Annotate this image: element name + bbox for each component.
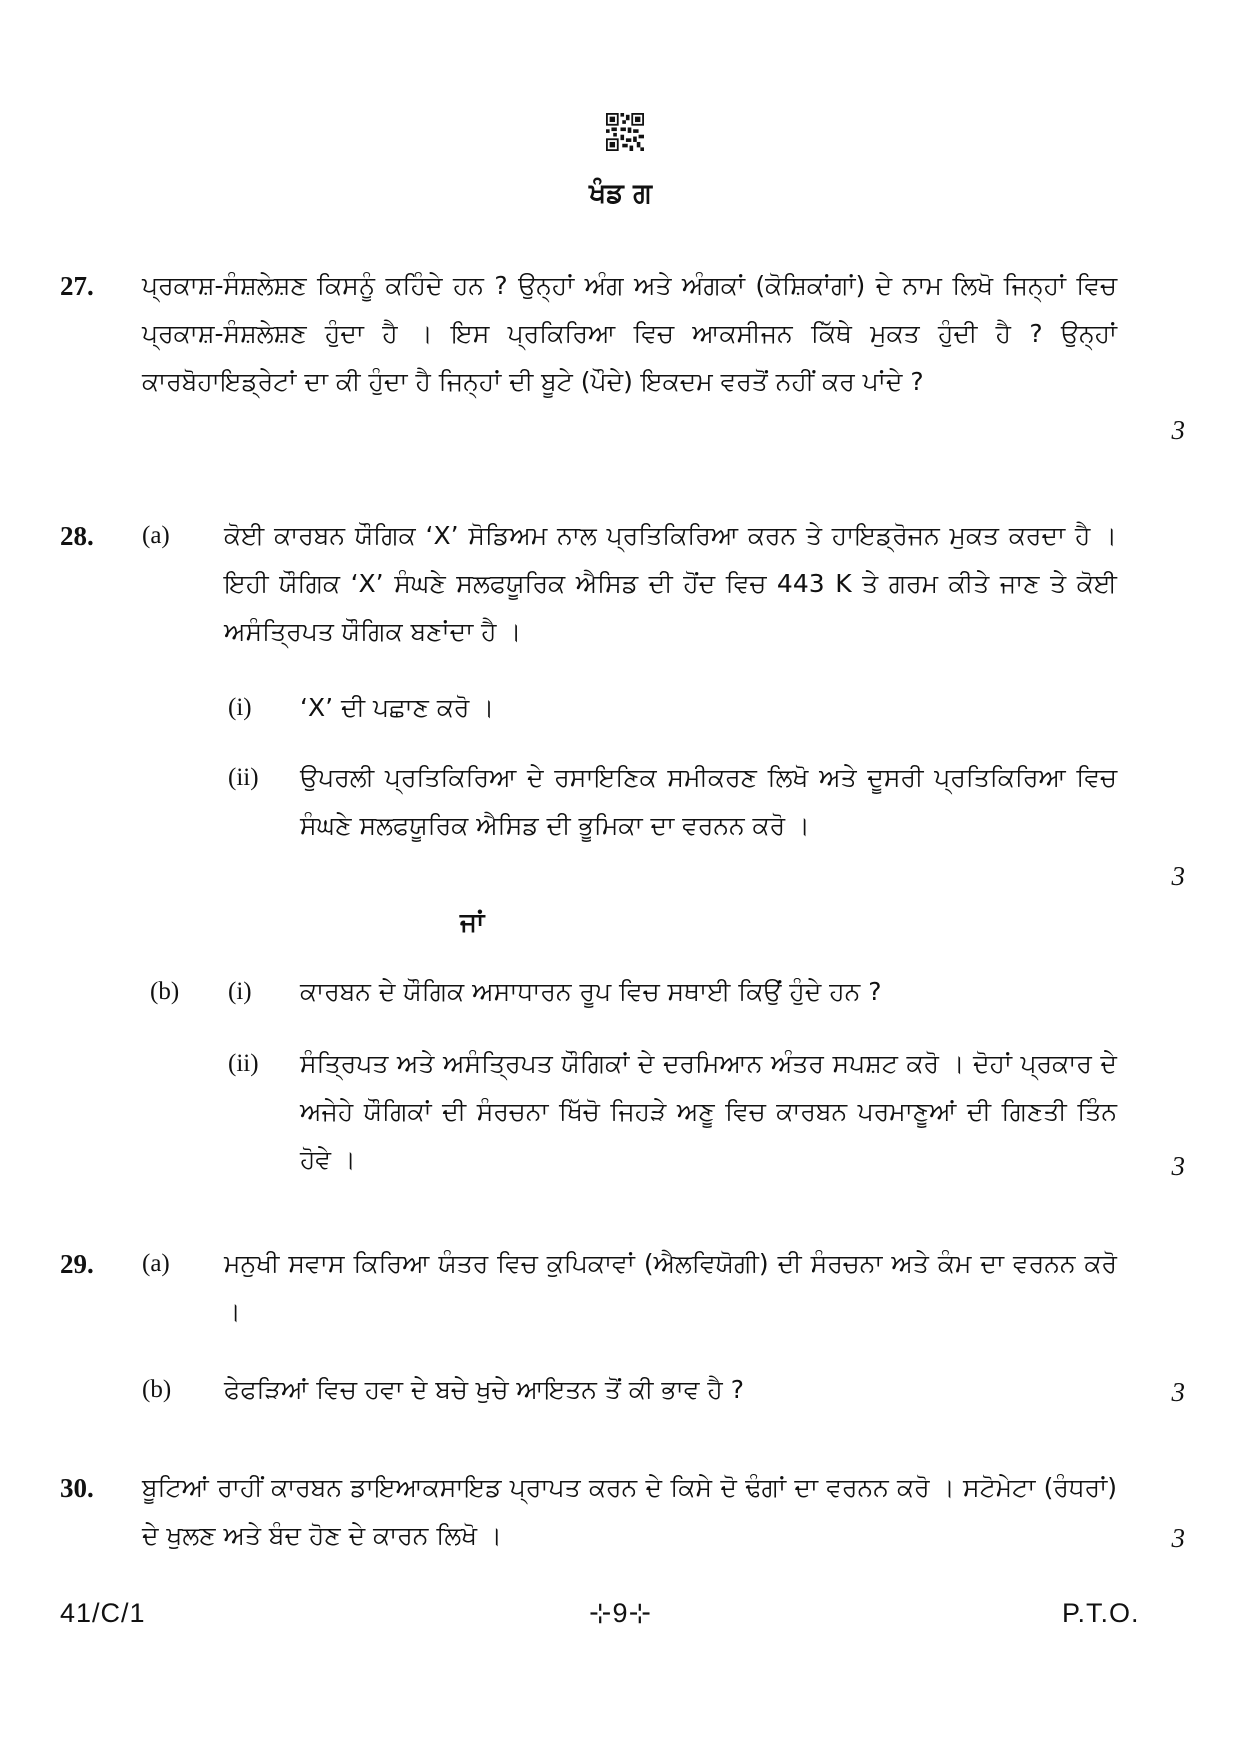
part-label: (a) (142, 1250, 170, 1277)
part-label: (b) (150, 978, 180, 1005)
diamond-right-icon: ⊹ (628, 1598, 653, 1628)
diamond-left-icon: ⊹ (588, 1598, 613, 1628)
subpart-text: ਕਾਰਬਨ ਦੇ ਯੌਗਿਕ ਅਸਾਧਾਰਨ ਰੂਪ ਵਿਚ ਸਥਾਈ ਕਿਉਂ ਹੁੰਦੇ ਹਨ ? (300, 977, 882, 1006)
subpart-label: (ii) (228, 1050, 259, 1077)
marks: 3 (1171, 861, 1185, 891)
subpart-label: (ii) (228, 764, 259, 791)
page-number-text: 9 (612, 1598, 629, 1628)
or-divider: ਜਾਂ (460, 908, 485, 938)
part-text: ਕੋਈ ਕਾਰਬਨ ਯੌਗਿਕ ‘X’ ਸੋਡਿਅਮ ਨਾਲ ਪ੍ਰਤਿਕਿਰਿਆ ਕਰਨ ਤੇ ਹਾਇਡ੍ਰੋਜਨ ਮੁਕਤ ਕਰਦਾ ਹੈ । ਇਹੀ ਯੌਗਿਕ ‘X’ ਸੰਘਣੇ ਸਲਫਯੂਰਿਕ ਐਸਿਡ ਦੀ ਹੋਂਦ ਵਿਚ 443 K ਤੇ ਗਰਮ ਕੀਤੇ ਜਾਣ ਤੇ ਕੋਈ ਅਸੰਤ੍ਰਿਪਤ ਯੌਗਿਕ ਬਣਾਂਦਾ ਹੈ । (224, 521, 1117, 646)
part-label: (b) (142, 1376, 172, 1403)
marks: 3 (1171, 415, 1185, 445)
question-text: ਬੂਟਿਆਂ ਰਾਹੀਂ ਕਾਰਬਨ ਡਾਇਆਕਸਾਇਡ ਪ੍ਰਾਪਤ ਕਰਨ ਦੇ ਕਿਸੇ ਦੋ ਢੰਗਾਂ ਦਾ ਵਰਨਨ ਕਰੋ । ਸਟੋਮੇਟਾ (ਰੰਧਰਾਂ) ਦੇ ਖੁਲਣ ਅਤੇ ਬੰਦ ਹੋਣ ਦੇ ਕਾਰਨ ਲਿਖੋ । (142, 1473, 1117, 1550)
question-number: 27. (60, 271, 94, 301)
section-title: ਖੰਡ ਗ (589, 178, 652, 209)
question-text: ਪ੍ਰਕਾਸ਼-ਸੰਸ਼ਲੇਸ਼ਣ ਕਿਸਨੂੰ ਕਹਿੰਦੇ ਹਨ ? ਉਨ੍ਹਾਂ ਅੰਗ ਅਤੇ ਅੰਗਕਾਂ (ਕੋਸ਼ਿਕਾਂਗਾਂ) ਦੇ ਨਾਮ ਲਿਖੋ ਜਿਨ੍ਹਾਂ ਵਿਚ ਪ੍ਰਕਾਸ਼-ਸੰਸ਼ਲੇਸ਼ਣ ਹੁੰਦਾ ਹੈ । ਇਸ ਪ੍ਰਕਿਰਿਆ ਵਿਚ ਆਕਸੀਜਨ ਕਿੱਥੇ ਮੁਕਤ ਹੁੰਦੀ ਹੈ ? ਉਨ੍ਹਾਂ ਕਾਰਬੋਹਾਇਡ੍ਰੇਟਾਂ ਦਾ ਕੀ ਹੁੰਦਾ ਹੈ ਜਿਨ੍ਹਾਂ ਦੀ ਬੂਟੇ (ਪੌਦੇ) ਇਕਦਮ ਵਰਤੋਂ ਨਹੀਂ ਕਰ ਪਾਂਦੇ ? (142, 271, 1117, 396)
paper-code: 41/C/1 (60, 1598, 146, 1628)
part-text: ਮਨੁਖੀ ਸਵਾਸ ਕਿਰਿਆ ਯੰਤਰ ਵਿਚ ਕੁਪਿਕਾਵਾਂ (ਐਲਵਿਯੋਗੀ) ਦੀ ਸੰਰਚਨਾ ਅਤੇ ਕੰਮ ਦਾ ਵਰਨਨ ਕਰੋ । (224, 1249, 1117, 1326)
part-label: (a) (142, 522, 170, 549)
subpart-text: ਉਪਰਲੀ ਪ੍ਰਤਿਕਿਰਿਆ ਦੇ ਰਸਾਇਣਿਕ ਸਮੀਕਰਣ ਲਿਖੋ ਅਤੇ ਦੂਸਰੀ ਪ੍ਰਤਿਕਿਰਿਆ ਵਿਚ ਸੰਘਣੇ ਸਲਫਯੂਰਿਕ ਐਸਿਡ ਦੀ ਭੂਮਿਕਾ ਦਾ ਵਰਨਨ ਕਰੋ । (300, 763, 1117, 840)
marks: 3 (1171, 1377, 1185, 1407)
question-number: 30. (60, 1473, 94, 1503)
subpart-text: ‘X’ ਦੀ ਪਛਾਣ ਕਰੋ । (300, 693, 495, 722)
question-number: 29. (60, 1249, 94, 1279)
subpart-text: ਸੰਤ੍ਰਿਪਤ ਅਤੇ ਅਸੰਤ੍ਰਿਪਤ ਯੌਗਿਕਾਂ ਦੇ ਦਰਮਿਆਨ ਅੰਤਰ ਸਪਸ਼ਟ ਕਰੋ । ਦੋਹਾਂ ਪ੍ਰਕਾਰ ਦੇ ਅਜੇਹੇ ਯੌਗਿਕਾਂ ਦੀ ਸੰਰਚਨਾ ਖਿੱਚੋ ਜਿਹੜੇ ਅਣੂ ਵਿਚ ਕਾਰਬਨ ਪਰਮਾਣੂਆਂ ਦੀ ਗਿਣਤੀ ਤਿੰਨ ਹੋਵੇ । (300, 1049, 1117, 1174)
qr-code-icon (606, 113, 644, 151)
marks: 3 (1171, 1151, 1185, 1181)
part-text: ਫੇਫੜਿਆਂ ਵਿਚ ਹਵਾ ਦੇ ਬਚੇ ਖੁਚੇ ਆਇਤਨ ਤੋਂ ਕੀ ਭਾਵ ਹੈ ? (224, 1375, 744, 1404)
subpart-label: (i) (228, 978, 252, 1005)
page-number (0, 1598, 1241, 1629)
question-number: 28. (60, 521, 94, 551)
pto-label: P.T.O. (1062, 1598, 1140, 1628)
marks: 3 (1171, 1523, 1185, 1553)
subpart-label: (i) (228, 694, 252, 721)
